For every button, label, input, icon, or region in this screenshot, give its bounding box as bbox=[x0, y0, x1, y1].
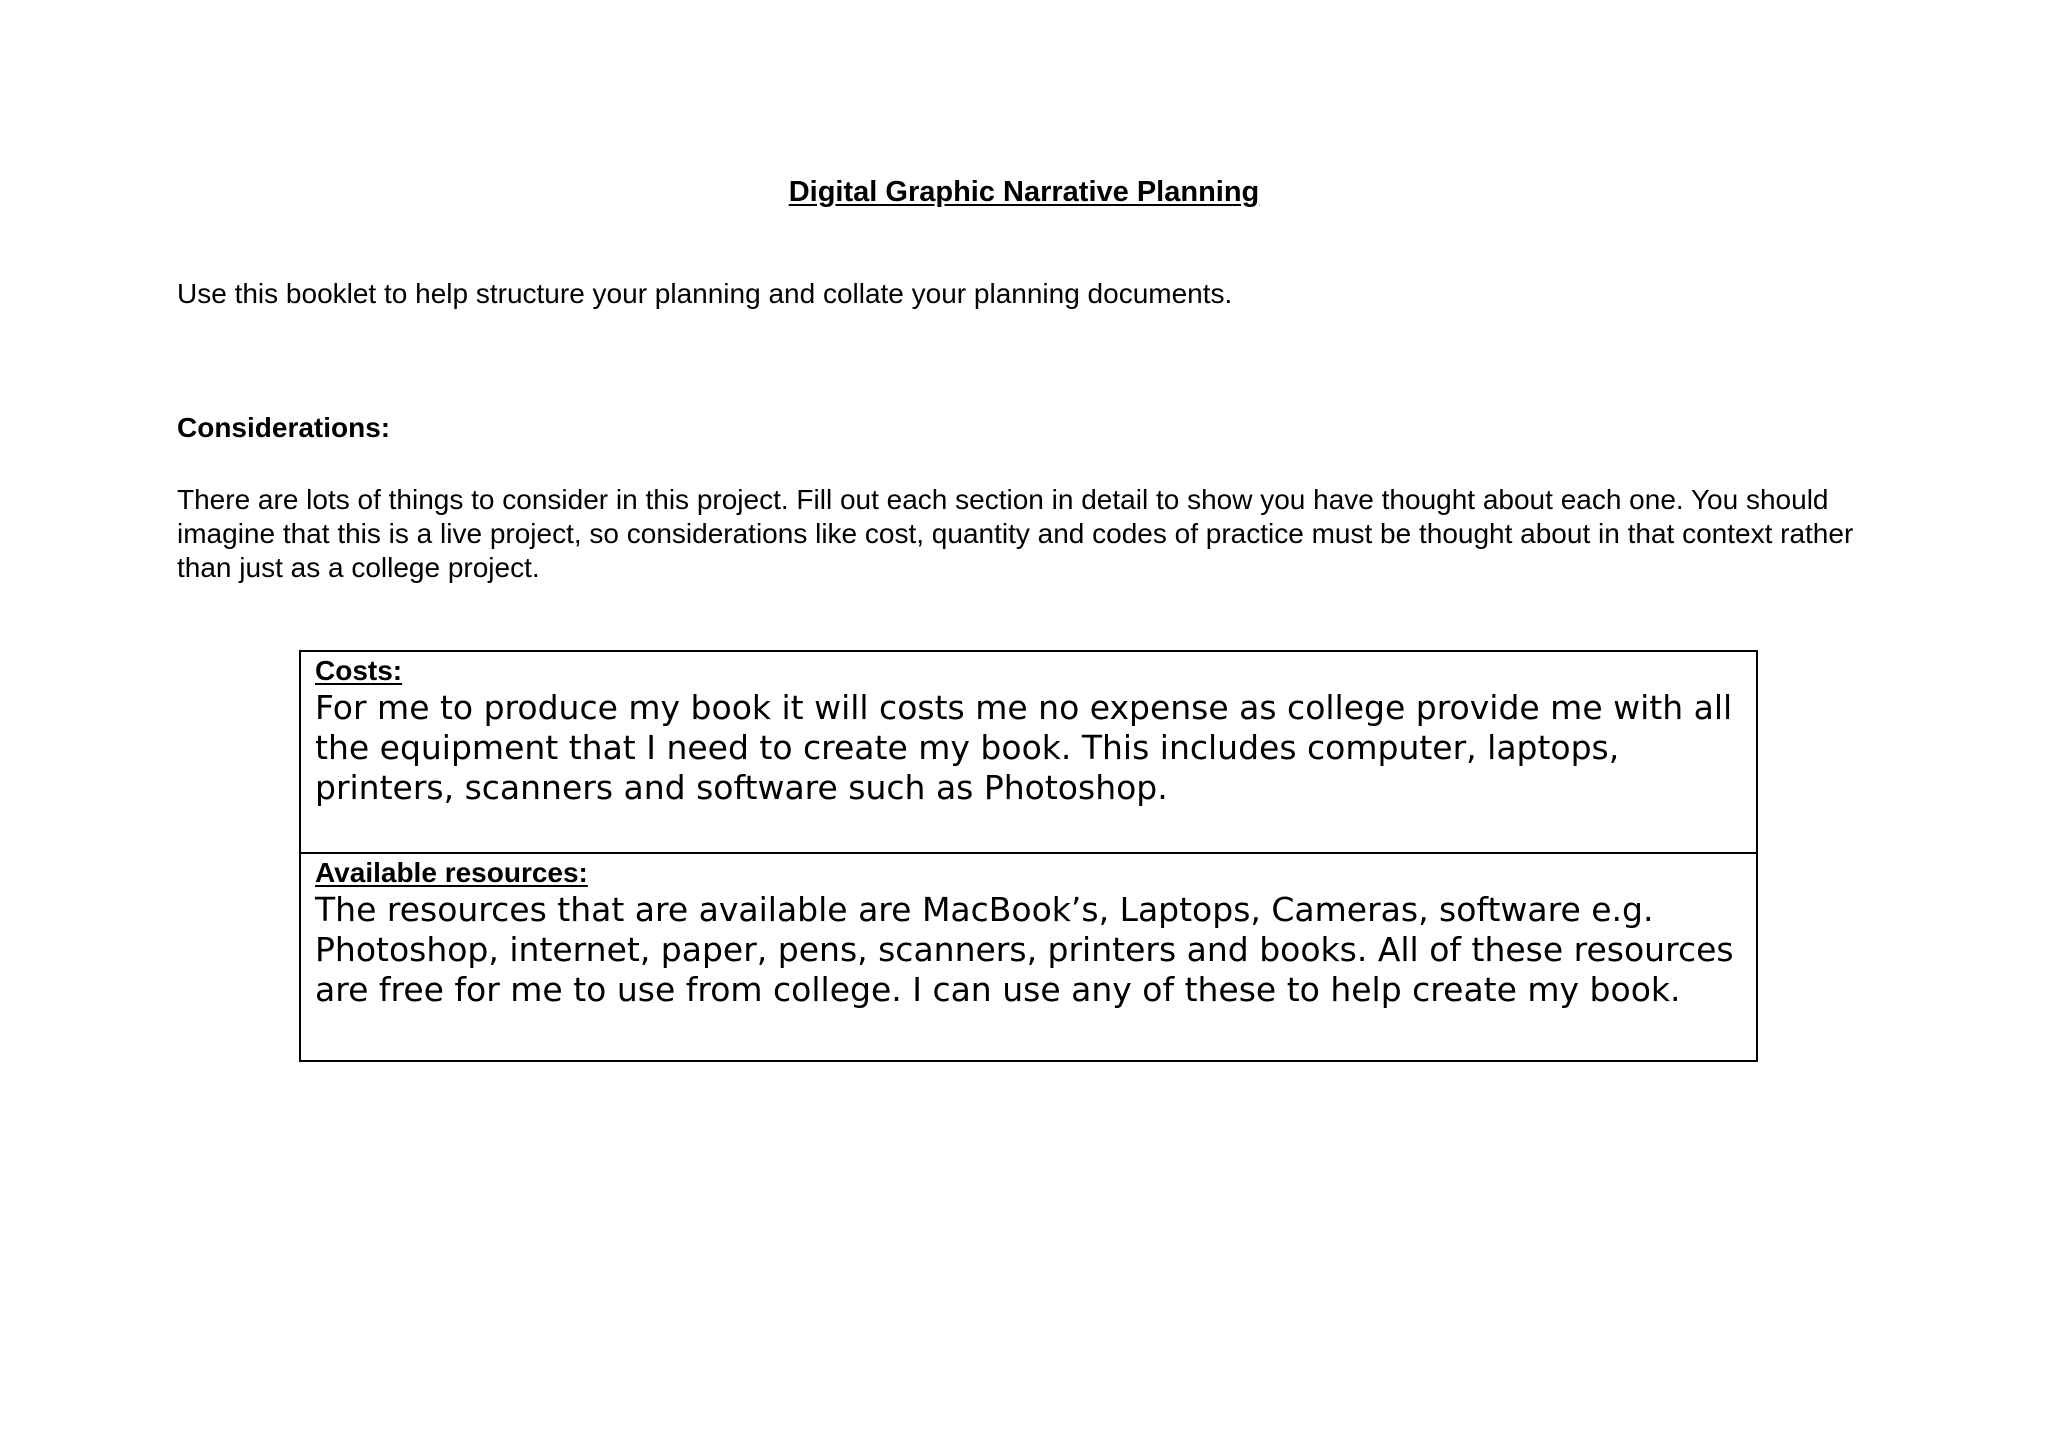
planning-table bbox=[299, 650, 1758, 1062]
available-resources-cell bbox=[301, 854, 1756, 1060]
page-title: Digital Graphic Narrative Planning bbox=[788, 176, 1260, 208]
available-resources-label: Available resources: bbox=[315, 857, 588, 888]
available-resources-text: The resources that are available are MacBook’s, Laptops, Cameras, software e.g. Photoshop, internet, paper, pens, scanners, printers and books. All of these resources are free for me to use from college. I can use any of these to help create my book. bbox=[315, 890, 1734, 1009]
costs-label: Costs: bbox=[315, 655, 403, 686]
considerations-heading: Considerations: bbox=[177, 412, 391, 443]
intro-paragraph: Use this booklet to help structure your planning and collate your planning documents. bbox=[177, 278, 1233, 309]
costs-text: For me to produce my book it will costs me no expense as college provide me with all the equipment that I need to create my book. This includes computer, laptops, printers, scanners and software such as Photoshop. bbox=[315, 688, 1733, 807]
costs-cell bbox=[301, 652, 1756, 854]
considerations-paragraph: There are lots of things to consider in this project. Fill out each section in detail to show you have thought about each one. You should imagine that this is a live project, so considerations like cost, quantity and codes of practice must be thought about in that context rather than just as a college project. bbox=[177, 484, 1854, 583]
